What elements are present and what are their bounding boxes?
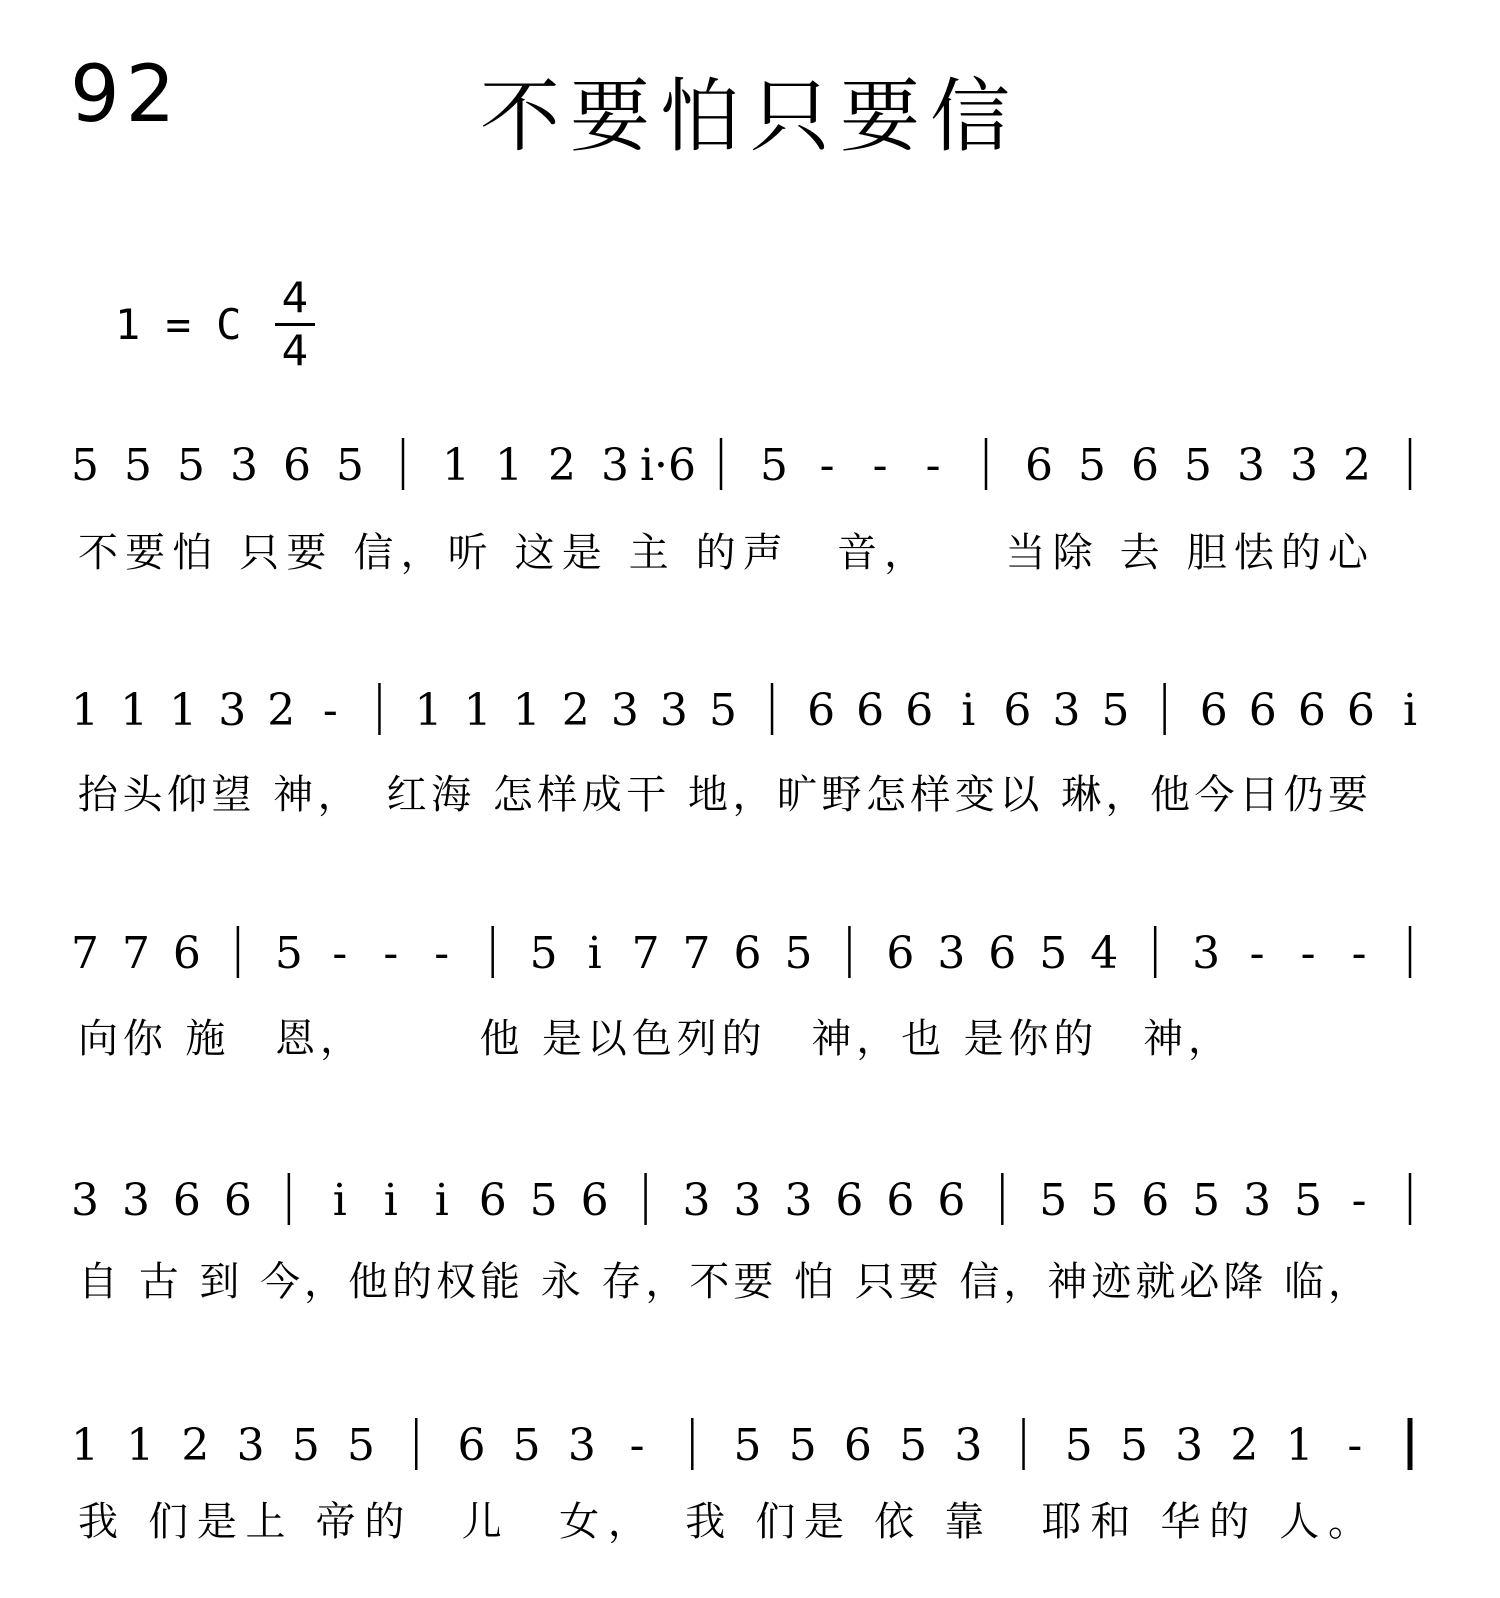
- note: 1: [512, 685, 541, 736]
- note: 1: [71, 685, 99, 736]
- note: 7: [121, 928, 150, 979]
- note: 5: [708, 685, 737, 736]
- note: 3: [121, 1175, 150, 1226]
- note: 6: [835, 1175, 864, 1226]
- hold-dash: -: [819, 440, 835, 491]
- note: 6: [733, 928, 762, 979]
- note: i: [383, 1175, 398, 1226]
- note: 5: [71, 440, 99, 491]
- note: 4: [1090, 928, 1119, 979]
- hold-dash: -: [1351, 928, 1367, 979]
- note: 6: [843, 1420, 872, 1471]
- note: 5: [1294, 1175, 1323, 1226]
- hold-dash: -: [872, 440, 888, 491]
- note: 6: [807, 685, 836, 736]
- note: 6: [172, 1175, 201, 1226]
- note: 3: [601, 440, 629, 491]
- note: 2: [181, 1420, 210, 1471]
- note: 2: [267, 685, 296, 736]
- note: 5: [1192, 1175, 1221, 1226]
- note: 5: [1090, 1175, 1119, 1226]
- note: 3: [1243, 1175, 1272, 1226]
- hymn-number: 92: [70, 50, 182, 140]
- note: 5: [733, 1420, 762, 1471]
- note: 5: [788, 1420, 817, 1471]
- note: 3: [1290, 440, 1318, 491]
- note: 1: [442, 440, 470, 491]
- note: 2: [548, 440, 576, 491]
- hold-dash: -: [332, 928, 348, 979]
- note: 2: [1230, 1420, 1259, 1471]
- note: 5: [177, 440, 205, 491]
- note: 5: [784, 928, 813, 979]
- note: 3: [230, 440, 258, 491]
- note: 3: [236, 1420, 265, 1471]
- note: 5: [1101, 685, 1130, 736]
- note: i: [961, 685, 976, 736]
- hold-dash: -: [322, 685, 338, 736]
- note: 6: [172, 928, 201, 979]
- note: 5: [1184, 440, 1212, 491]
- hold-dash: -: [629, 1420, 645, 1471]
- lyric-line: 不要怕 只要 信，听 这是 主 的声 音， 当除 去 胆怯的心: [78, 530, 1368, 576]
- note: 5: [529, 928, 558, 979]
- note: 6: [580, 1175, 609, 1226]
- note: 6: [856, 685, 885, 736]
- note: 1: [495, 440, 523, 491]
- note: 1: [1285, 1420, 1314, 1471]
- note: 7: [682, 928, 711, 979]
- lyric-line: 抬头仰望 神， 红海 怎样成干 地，旷野怎样变以 琳，他今日仍要: [78, 772, 1368, 818]
- note: 6: [1297, 685, 1326, 736]
- note: 3: [1052, 685, 1081, 736]
- note: 6: [905, 685, 934, 736]
- note: 3: [954, 1420, 983, 1471]
- note: 3: [1175, 1420, 1204, 1471]
- note: 5: [529, 1175, 558, 1226]
- time-signature-bottom: 4: [281, 326, 309, 375]
- note: 1: [169, 685, 198, 736]
- note: i: [1402, 685, 1418, 736]
- note: 3: [682, 1175, 711, 1226]
- note: 5: [1119, 1420, 1148, 1471]
- note: 1: [120, 685, 149, 736]
- note: 6: [988, 928, 1017, 979]
- note: 6: [937, 1175, 966, 1226]
- note: 1: [71, 1420, 99, 1471]
- note: 3: [784, 1175, 813, 1226]
- note: 5: [1078, 440, 1106, 491]
- note: 3: [71, 1175, 99, 1226]
- note: 5: [336, 440, 364, 491]
- note: 3: [733, 1175, 762, 1226]
- note: 6: [1141, 1175, 1170, 1226]
- hold-dash: -: [1249, 928, 1265, 979]
- note: 5: [1039, 1175, 1068, 1226]
- note: 3: [1237, 440, 1265, 491]
- note: 3: [1192, 928, 1221, 979]
- note: 6: [223, 1175, 252, 1226]
- note: 5: [899, 1420, 928, 1471]
- hold-dash: -: [434, 928, 450, 979]
- note: 6: [1199, 685, 1228, 736]
- note: 6: [1131, 440, 1159, 491]
- note: 6: [1025, 440, 1053, 491]
- note: 5: [347, 1420, 376, 1471]
- note: 5: [274, 928, 303, 979]
- lyric-line: 向你 施 恩， 他 是以色列的 神，也 是你的 神，: [78, 1016, 1228, 1062]
- lyric-line: 自 古 到 今，他的权能 永 存，不要 怕 只要 信，神迹就必降 临，: [78, 1259, 1368, 1305]
- hold-dash: -: [1347, 1420, 1363, 1471]
- note: 6: [1003, 685, 1032, 736]
- note: i: [587, 928, 602, 979]
- note: 6: [886, 928, 915, 979]
- note: 5: [291, 1420, 320, 1471]
- note: 3: [937, 928, 966, 979]
- hold-dash: -: [1300, 928, 1316, 979]
- note: 1: [414, 685, 443, 736]
- note: 5: [760, 440, 788, 491]
- lyric-line: 我 们是上 帝的 儿 女， 我 们是 依 靠 耶和 华的 人。: [78, 1499, 1368, 1545]
- note: 6: [283, 440, 311, 491]
- note: 7: [631, 928, 660, 979]
- note: 2: [1343, 440, 1371, 491]
- note: 3: [610, 685, 639, 736]
- note: 3: [567, 1420, 596, 1471]
- note: 6: [1346, 685, 1375, 736]
- note: 1: [463, 685, 492, 736]
- note: i: [434, 1175, 449, 1226]
- note: 3: [659, 685, 688, 736]
- note: 2: [561, 685, 590, 736]
- note: 5: [1039, 928, 1068, 979]
- note: 5: [1064, 1420, 1093, 1471]
- note: i·6: [639, 440, 697, 491]
- note: 5: [512, 1420, 541, 1471]
- note: 6: [457, 1420, 486, 1471]
- hold-dash: -: [383, 928, 399, 979]
- note: 6: [1248, 685, 1277, 736]
- note: 7: [71, 928, 99, 979]
- key-signature: 1 = C: [115, 300, 242, 349]
- note: 6: [886, 1175, 915, 1226]
- note: 6: [478, 1175, 507, 1226]
- note: 3: [218, 685, 247, 736]
- note: 5: [124, 440, 152, 491]
- note: i: [332, 1175, 347, 1226]
- hymn-title: 不要怕只要信: [480, 70, 1020, 163]
- hold-dash: -: [925, 440, 941, 491]
- time-signature-top: 4: [281, 273, 309, 322]
- note: 1: [126, 1420, 155, 1471]
- hold-dash: -: [1351, 1175, 1367, 1226]
